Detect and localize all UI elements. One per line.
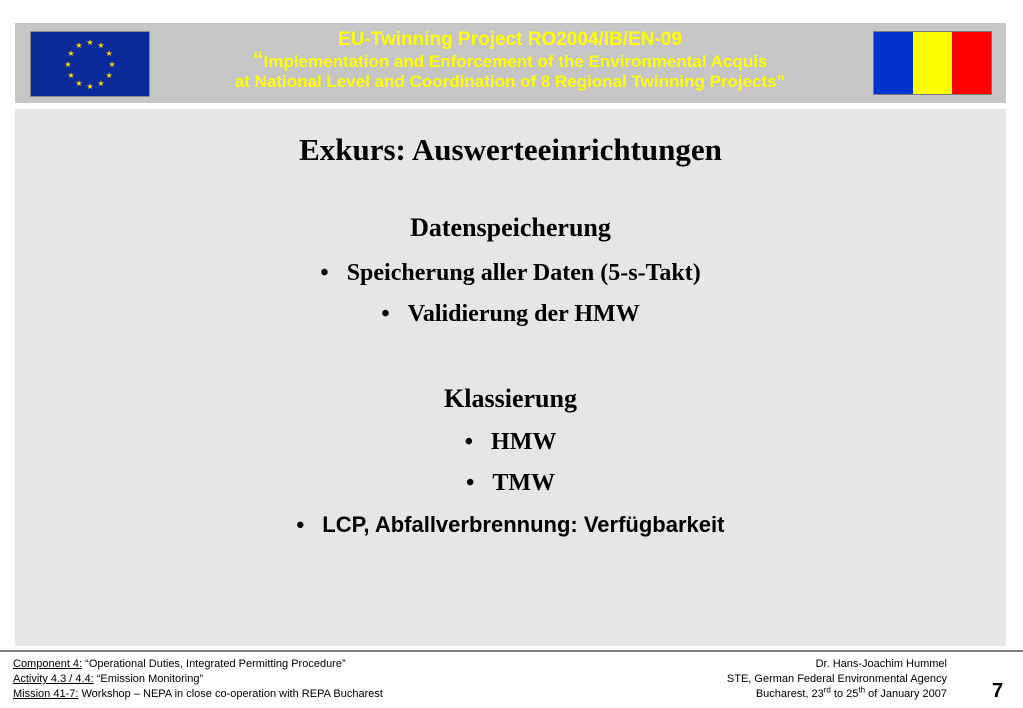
star-icon: ★ xyxy=(97,79,105,89)
bullet-item xyxy=(15,470,1006,497)
star-icon: ★ xyxy=(67,71,75,80)
eu-flag-icon xyxy=(30,31,150,97)
project-code: EU-Twinning Project RO2004/IB/EN-09 xyxy=(338,29,682,50)
section-heading-klassierung: Klassierung xyxy=(444,384,577,413)
flag-stripe-blue xyxy=(874,32,913,94)
opening-quote: “ xyxy=(252,47,264,72)
star-icon: ★ xyxy=(108,60,116,69)
bullet-text: Speicherung aller Daten (5-s-Takt) xyxy=(346,260,701,286)
flag-stripe-yellow xyxy=(913,32,952,94)
bullet-icon: • xyxy=(464,429,474,455)
bullet-icon: • xyxy=(465,470,475,496)
footer-author-name: Dr. Hans-Joachim Hummel xyxy=(815,658,947,670)
project-title-text1: Implementation and Enforcement of the Environmental Acquis xyxy=(263,52,768,71)
bullet-item xyxy=(15,260,1006,287)
flag-stripe-red xyxy=(952,32,991,94)
project-header xyxy=(160,30,860,92)
footer-agency: STE, German Federal Environmental Agency xyxy=(726,673,947,685)
romania-flag-icon xyxy=(873,31,992,95)
footer-date-end: of January 2007 xyxy=(865,688,947,700)
footer-mission-label: Mission 41-7: xyxy=(13,688,79,700)
star-icon: ★ xyxy=(86,38,94,47)
section-heading-datenspeicherung: Datenspeicherung xyxy=(410,213,611,242)
project-title-line2: at National Level and Coordination of 8 Regional Twinning Projects” xyxy=(234,72,786,91)
footer-mission-text: Workshop – NEPA in close co-operation with REPA Bucharest xyxy=(78,688,383,700)
footer-component-text: “Operational Duties, Integrated Permitting Procedure” xyxy=(82,658,346,670)
bullet-icon: • xyxy=(320,260,329,286)
bullet-item xyxy=(15,512,1006,538)
star-icon: ★ xyxy=(86,82,94,91)
star-icon: ★ xyxy=(67,49,75,58)
bullet-icon: • xyxy=(381,301,390,327)
content-panel xyxy=(15,109,1006,646)
footer-component-label: Component 4: xyxy=(13,658,83,670)
footer-author-info xyxy=(727,657,947,702)
bullet-text: LCP, Abfallverbrennung: Verfügbarkeit xyxy=(322,512,725,537)
footer-date-start: Bucharest, 23 xyxy=(755,688,824,700)
page-number: 7 xyxy=(992,680,1004,702)
bullet-text: HMW xyxy=(491,429,557,455)
star-icon: ★ xyxy=(97,40,105,50)
star-icon: ★ xyxy=(105,71,113,80)
star-icon: ★ xyxy=(75,79,83,89)
footer-date-middle: to 25 xyxy=(830,688,859,700)
footer-activity-label: Activity 4.3 / 4.4: xyxy=(13,673,94,685)
footer-date-sup2: th xyxy=(858,685,866,695)
bullet-item xyxy=(15,301,1006,328)
footer-component-line xyxy=(13,657,383,672)
star-icon: ★ xyxy=(64,60,72,69)
bullet-item xyxy=(15,429,1006,456)
star-icon: ★ xyxy=(75,40,83,50)
footer-divider xyxy=(0,650,1023,652)
star-icon: ★ xyxy=(105,49,113,58)
project-title-line1 xyxy=(160,47,860,72)
bullet-text: Validierung der HMW xyxy=(407,301,640,327)
slide-title: Exkurs: Auswerteeinrichtungen xyxy=(299,132,722,167)
footer-project-info xyxy=(13,657,383,702)
bullet-icon: • xyxy=(296,512,305,537)
footer-date-sup1: rd xyxy=(823,685,831,695)
footer-activity-line xyxy=(13,672,383,687)
bullet-text: TMW xyxy=(492,470,556,496)
footer-date xyxy=(727,687,947,702)
footer-activity-text: “Emission Monitoring” xyxy=(93,673,204,685)
footer-mission-line xyxy=(13,687,383,702)
